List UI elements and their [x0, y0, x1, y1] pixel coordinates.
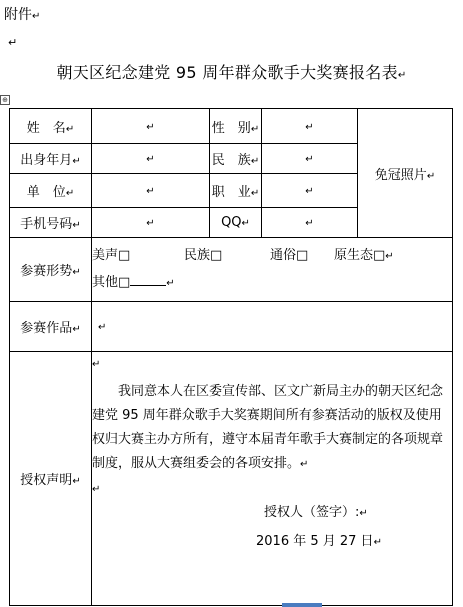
birth-label-cell: 出身年月↵	[10, 144, 92, 174]
phone-input-cell[interactable]: ↵	[92, 208, 210, 238]
birth-input-cell[interactable]: ↵	[92, 144, 210, 174]
ethnic-label-cell: 民 族↵	[210, 144, 262, 174]
job-label-cell: 职 业↵	[210, 174, 262, 208]
other-blank-line[interactable]	[130, 271, 166, 286]
signer-line: 授权人（签字）:↵	[264, 505, 368, 520]
page-indicator-bar	[282, 603, 322, 607]
works-label-cell: 参赛作品↵	[10, 302, 92, 352]
option-bel-canto-checkbox[interactable]: 美声□	[92, 247, 131, 263]
other-row: 其他□ ↵	[92, 270, 452, 297]
gender-input-cell[interactable]: ↵	[262, 109, 358, 144]
unit-label-cell: 单 位↵	[10, 174, 92, 208]
photo-cell[interactable]: 免冠照片↵	[358, 109, 453, 238]
name-label-cell: 姓 名↵	[10, 109, 92, 144]
qq-label-cell: QQ↵	[210, 208, 262, 238]
option-original-ecology-checkbox[interactable]: 原生态□	[334, 247, 386, 263]
form-options-cell	[92, 238, 453, 302]
auth-statement-cell: ↵ 我同意本人在区委宣传部、区文广新局主办的朝天区纪念建党 95 周年群众歌手大奖赛期间所有参赛活动的版权及使用权归大赛主办方所有，遵守本届青年歌手大赛制定的各项规章制度，服从大赛组委会的各项安排。↵ ↵ 授权人（签字）:↵ 2016 年 5 月 27 日↵	[92, 352, 453, 606]
option-folk-checkbox[interactable]: 民族□	[184, 247, 223, 263]
date-line: 2016 年 5 月 27 日↵	[256, 534, 382, 549]
option-pop-checkbox[interactable]: 通俗□	[270, 247, 309, 263]
qq-input-cell[interactable]: ↵	[262, 208, 358, 238]
options-row: 美声□ 民族□ 通俗□ 原生态□↵	[92, 243, 452, 270]
form-label-cell: 参赛形势↵	[10, 238, 92, 302]
paragraph-mark: ↵	[8, 36, 18, 49]
works-input-cell[interactable]: ↵	[92, 302, 453, 352]
table-move-handle-icon[interactable]: ⊕	[0, 95, 10, 105]
attachment-label: 附件↵	[4, 7, 41, 23]
job-input-cell[interactable]: ↵	[262, 174, 358, 208]
gender-label-cell: 性 别↵	[210, 109, 262, 144]
ethnic-input-cell[interactable]: ↵	[262, 144, 358, 174]
statement-text: 我同意本人在区委宣传部、区文广新局主办的朝天区纪念建党 95 周年群众歌手大奖赛期间所有参赛活动的版权及使用权归大赛主办方所有，遵守本届青年歌手大赛制定的各项规章制度，服从大赛组委会的各项安排。↵	[92, 384, 444, 471]
page-title: 朝天区纪念建党 95 周年群众歌手大奖赛报名表↵	[56, 63, 407, 82]
option-other-checkbox[interactable]: 其他□	[92, 274, 131, 290]
phone-label-cell: 手机号码↵	[10, 208, 92, 238]
auth-label-cell: 授权声明↵	[10, 352, 92, 606]
name-input-cell[interactable]: ↵	[92, 109, 210, 144]
unit-input-cell[interactable]: ↵	[92, 174, 210, 208]
registration-table	[9, 108, 453, 606]
